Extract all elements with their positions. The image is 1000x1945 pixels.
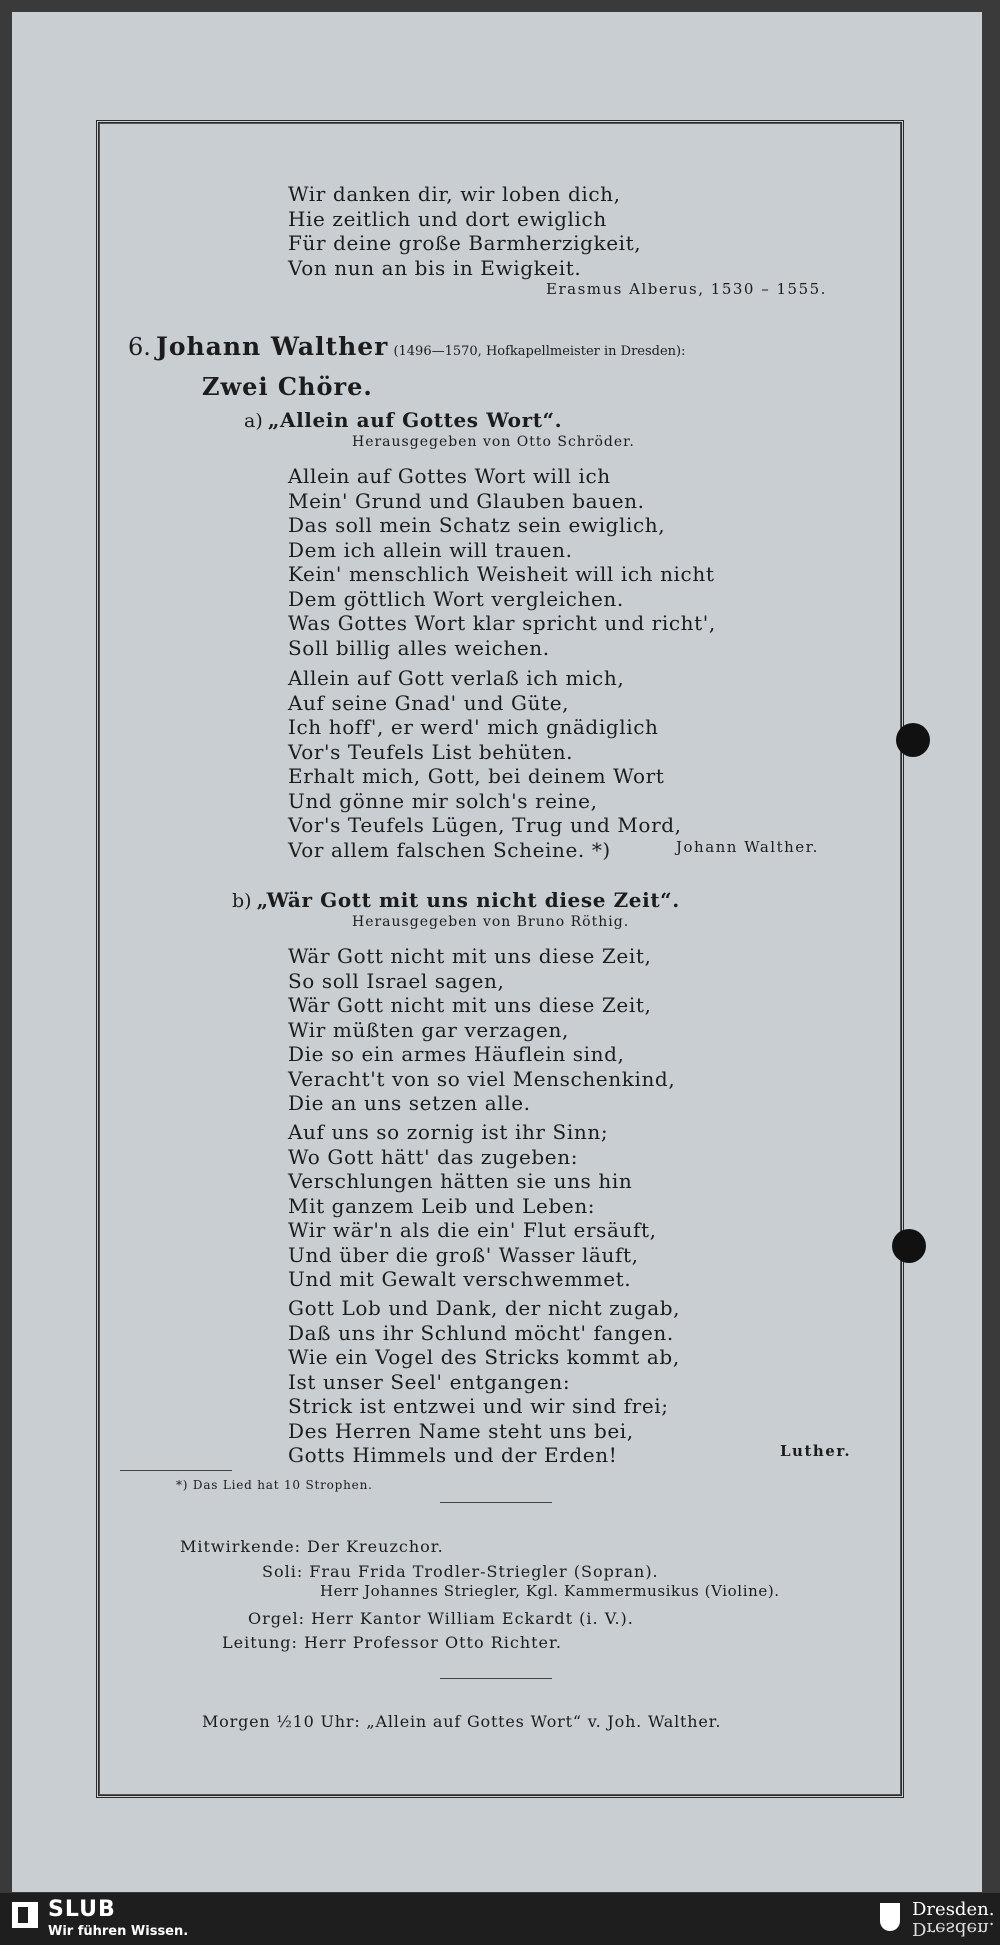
song-a-title: „Allein auf Gottes Wort“. [267,408,563,432]
verse-line: Die so ein armes Häuflein sind, [288,1042,625,1066]
song-b-stanza-2 [288,1120,657,1292]
credits-organ: Orgel: Herr Kantor William Eckardt (i. V.). [248,1609,634,1628]
song-b-stanza-1 [288,944,675,1116]
slub-logo-icon [12,1902,38,1928]
section-divider [440,1678,552,1679]
composer-name: Johann Walther [156,332,389,361]
verse-line: Kein' menschlich Weisheit will ich nicht [288,562,715,586]
verse-line: Mein' Grund und Glauben bauen. [288,488,645,513]
song-a-stanza-1 [288,464,716,660]
verse-line: Wär Gott nicht mit uns diese Zeit, [288,944,652,968]
verse-line: Des Herren Name steht uns bei, [288,1418,634,1443]
verse-line: Erhalt mich, Gott, bei deinem Wort [288,764,665,788]
verse-line: Daß uns ihr Schlund möcht' fangen. [288,1320,674,1345]
credits-performers: Mitwirkende: Der Kreuzchor. [180,1537,444,1556]
song-b-title: „Wär Gott mit uns nicht diese Zeit“. [256,888,680,912]
dresden-crest-icon [880,1903,900,1931]
dresden-logo [912,1901,994,1937]
verse-line: Ich hoff', er werd' mich gnädiglich [288,715,659,739]
verse-line: Auf seine Gnad' und Güte, [288,690,570,715]
credits-violin: Herr Johannes Striegler, Kgl. Kammermusikus (Violine). [320,1582,780,1600]
song-a-editor: Herausgegeben von Otto Schröder. [352,434,635,450]
punch-hole [896,723,930,757]
dresden-text-mirror: Dresden. [912,1918,995,1939]
verse-line: Soll billig alles weichen. [288,635,550,660]
song-b-stanza-3 [288,1296,680,1468]
verse-line: Die an uns setzen alle. [288,1091,531,1115]
song-b-author: Luther. [780,1442,852,1460]
credits-conductor: Leitung: Herr Professor Otto Richter. [222,1633,562,1652]
song-b-editor: Herausgegeben von Bruno Röthig. [352,914,630,930]
verse-line: Allein auf Gott verlaß ich mich, [288,666,625,690]
verse-line: Was Gottes Wort klar spricht und richt', [288,611,716,635]
section-subtitle: Zwei Chöre. [202,372,373,401]
footnote: *) Das Lied hat 10 Strophen. [176,1478,373,1492]
footnote-rule [120,1470,232,1471]
verse-line: Wir müßten gar verzagen, [288,1017,569,1042]
verse-line: Und über die groß' Wasser läuft, [288,1242,639,1267]
verse-line: Vor's Teufels Lügen, Trug und Mord, [288,813,682,837]
intro-author: Erasmus Alberus, 1530 – 1555. [546,280,827,298]
verse-line: So soll Israel sagen, [288,968,505,993]
verse-line: Mit ganzem Leib und Leben: [288,1193,596,1218]
verse-line: Verschlungen hätten sie uns hin [288,1169,633,1193]
footer-bar [0,1893,1000,1945]
song-a-author: Johann Walther. [676,838,819,856]
verse-line: Wär Gott nicht mit uns diese Zeit, [288,993,652,1017]
dresden-text: Dresden. [912,1899,995,1920]
slub-brand: SLUB [48,1897,116,1922]
verse-line: Von nun an bis in Ewigkeit. [288,255,582,280]
verse-line: Auf uns so zornig ist ihr Sinn; [288,1120,609,1144]
verse-line: Dem göttlich Wort vergleichen. [288,586,624,611]
verse-line: Wir wär'n als die ein' Flut ersäuft, [288,1218,657,1242]
verse-line: Gott Lob und Dank, der nicht zugab, [288,1296,681,1320]
intro-verse [288,182,641,280]
verse-line: Gotts Himmels und der Erden! [288,1443,618,1467]
verse-line: Und gönne mir solch's reine, [288,788,598,813]
verse-line: Ist unser Seel' entgangen: [288,1369,571,1394]
verse-line: Allein auf Gottes Wort will ich [288,464,611,488]
composer-note: (1496—1570, Hofkapellmeister in Dresden): [393,344,686,359]
verse-line: Und mit Gewalt verschwemmet. [288,1267,632,1291]
song-a-heading [244,408,562,432]
verse-line: Dem ich allein will trauen. [288,537,573,562]
song-a-marker: a) [244,410,263,432]
section-heading [128,332,686,361]
song-a-stanza-2 [288,666,682,862]
verse-line: Wie ein Vogel des Stricks kommt ab, [288,1345,680,1369]
punch-hole [892,1229,926,1263]
verse-line: Vor's Teufels List behüten. [288,739,574,764]
verse-line: Wo Gott hätt' das zugeben: [288,1144,579,1169]
credits-soli: Soli: Frau Frida Trodler-Striegler (Sopran). [262,1562,659,1581]
verse-line: Hie zeitlich und dort ewiglich [288,206,607,231]
verse-line: Vor allem falschen Scheine. *) [288,837,611,862]
slub-tagline: Wir führen Wissen. [48,1924,189,1939]
section-divider [440,1502,552,1503]
verse-line: Wir danken dir, wir loben dich, [288,182,621,206]
announcement: Morgen ½10 Uhr: „Allein auf Gottes Wort“ v. Joh. Walther. [202,1712,722,1731]
song-b-marker: b) [232,890,252,912]
verse-line: Für deine große Barmherzigkeit, [288,231,642,255]
section-number: 6. [128,333,151,361]
verse-line: Strick ist entzwei und wir sind frei; [288,1394,669,1418]
verse-line: Das soll mein Schatz sein ewiglich, [288,513,666,537]
song-b-heading [232,888,680,912]
verse-line: Veracht't von so viel Menschenkind, [288,1066,676,1091]
